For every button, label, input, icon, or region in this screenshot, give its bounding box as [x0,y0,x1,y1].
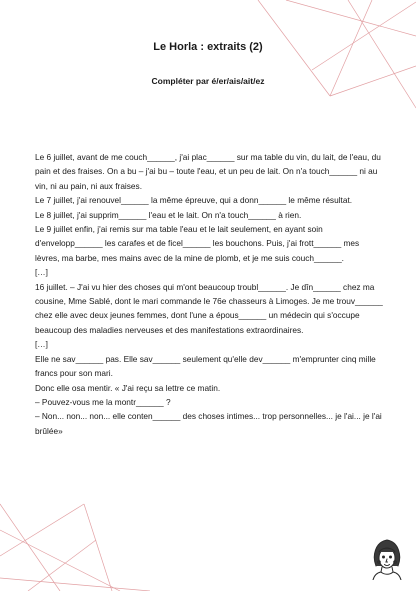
ellipsis-marker: […] [35,267,48,278]
paragraph: Le 6 juillet, avant de me couch______, j'ai plac______ sur ma table du vin, du lait, de l'eau, du pain et des fraises. On a bu – j'ai bu – toute l'eau, et un peu de lait. On n'a touch______ ni au vin, ni au pain, ni aux fraises. [35,152,381,191]
woman-face-drawing-icon [370,536,404,580]
page-title: Le Horla : extraits (2) [153,41,263,53]
paragraph: Le 9 juillet enfin, j'ai remis sur ma table l'eau et le lait seulement, en ayant soin d'envelopp______ les carafes et de ficel______ les bouchons. Puis, j'ai frott______ mes lèvres, ma barbe, mes mains avec de la mine de plomb, et je me suis couch______. [35,224,360,263]
paragraph: 16 juillet. – J'ai vu hier des choses qui m'ont beaucoup troubl______. Je dîn______ chez ma cousine, Mme Sablé, dont le mari commande le 76e chasseurs à Limoges. Je me trouv______ chez elle avec deux jeunes femmes, dont l'une a épous______ un médecin qui s'occupe beaucoup des maladies nerveuses et des manifestations extraordinaires. [35,281,383,335]
paragraph: Donc elle osa mentir. « J'ai reçu sa lettre ce matin. [35,382,221,393]
instructions: Compléter par é/er/ais/ait/ez [151,76,265,86]
paragraph: – Non... non... non... elle conten______ des choses intimes... trop personnelles... je l'ai... je l'ai brûlée» [35,411,382,436]
exercise-text [35,150,385,438]
paragraph: – Pouvez-vous me la montr______ ? [35,396,171,407]
paragraph: Elle ne sav______ pas. Elle sav______ seulement qu'elle dev______ m'emprunter cinq mille francs pour son mari. [35,353,376,379]
paragraph: Le 7 juillet, j'ai renouvel______ la même épreuve, qui a donn______ le même résultat. [35,195,353,206]
paragraph: Le 8 juillet, j'ai supprim______ l'eau et le lait. On n'a touch______ à rien. [35,209,302,220]
ellipsis-marker: […] [35,339,48,350]
